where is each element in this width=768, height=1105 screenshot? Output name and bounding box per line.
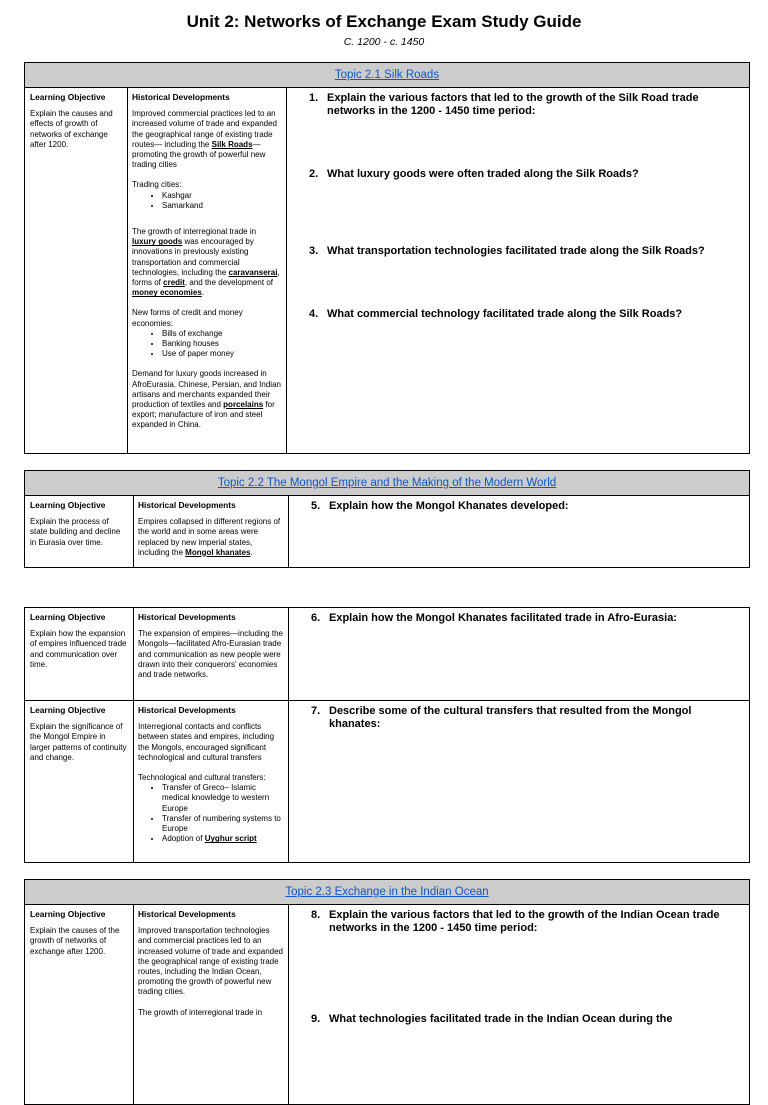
learning-objective-heading: Learning Objective	[30, 705, 106, 715]
questions-cell[interactable]	[289, 608, 750, 701]
list-item: • Kashgar	[162, 191, 282, 201]
historical-developments-cell	[134, 905, 289, 1105]
development-paragraph: Demand for luxury goods increased in AfroEurasia. Chinese, Persian, and Indian artisans and merchants expanded their production of textiles and porcelains for export; manufacture of iron and steel expanded in China.	[132, 369, 281, 430]
questions-cell[interactable]	[287, 88, 750, 454]
historical-developments-cell	[134, 701, 289, 863]
list-item: • Samarkand	[162, 201, 282, 211]
learning-objective-text: Explain the significance of the Mongol Empire in larger patterns of continuity and change.	[30, 722, 127, 762]
questions-cell[interactable]	[289, 496, 750, 568]
learning-objective-heading: Learning Objective	[30, 92, 106, 102]
development-paragraph: Interregional contacts and conflicts between states and empires, including the Mongols, encouraged significant technological and cultural transfers	[138, 722, 275, 762]
learning-objective-text: Explain the causes of the growth of networks of exchange after 1200.	[30, 926, 120, 956]
learning-objective-cell	[25, 496, 134, 568]
list-item: • Transfer of numbering systems to Europe	[162, 814, 284, 834]
historical-developments-cell	[134, 496, 289, 568]
learning-objective-heading: Learning Objective	[30, 612, 106, 622]
topic-2-1-link[interactable]: Topic 2.1 Silk Roads	[334, 69, 440, 81]
historical-developments-heading: Historical Developments	[138, 500, 236, 510]
questions-cell[interactable]	[289, 701, 750, 863]
development-paragraph: Improved transportation technologies and commercial practices led to an increased volume of trade and expanded the geographical range of existing trade routes, including the Indian Ocean, promoting the growth of powerful new trading cities.	[138, 926, 283, 997]
keyword: porcelains	[223, 400, 264, 410]
topic-2-3-header	[25, 880, 750, 905]
transfers-label: Technological and cultural transfers:	[138, 773, 266, 783]
question-5: 5. Explain how the Mongol Khanates developed:	[311, 500, 569, 512]
historical-developments-heading: Historical Developments	[138, 909, 236, 919]
learning-objective-heading: Learning Objective	[30, 909, 106, 919]
topic-2-3-table	[24, 879, 750, 1105]
list-item: • Banking houses	[162, 339, 282, 349]
historical-developments-heading: Historical Developments	[138, 612, 236, 622]
keyword: Mongol khanates	[185, 547, 251, 557]
learning-objective-heading: Learning Objective	[30, 500, 106, 510]
list-item: • Transfer of Greco– Islamic medical knowledge to western Europe	[162, 783, 284, 814]
topic-2-3-link[interactable]: Topic 2.3 Exchange in the Indian Ocean	[285, 886, 489, 898]
question-3: 3. What transportation technologies facilitated trade along the Silk Roads?	[309, 245, 705, 257]
development-paragraph: The growth of interregional trade in luxury goods was encouraged by innovations in previously existing transportation and commercial technologies, including the caravanserai, forms of credit, and the development of money economies.	[132, 227, 280, 298]
keyword: Silk Roads	[211, 139, 253, 149]
trading-cities-list	[132, 191, 282, 211]
page-title: Unit 2: Networks of Exchange Exam Study Guide	[186, 12, 582, 31]
list-item: • Bills of exchange	[162, 329, 282, 339]
topic-2-1-table	[24, 62, 750, 454]
historical-developments-cell	[134, 608, 289, 701]
keyword: credit	[163, 278, 185, 288]
historical-developments-heading: Historical Developments	[138, 705, 236, 715]
keyword: luxury goods	[132, 237, 183, 247]
development-paragraph: The expansion of empires—including the Mongols—facilitated Afro-Eurasian trade and communication as new people were drawn into their conquerors' economies and trade networks.	[138, 629, 283, 680]
development-paragraph: Improved commercial practices led to an increased volume of trade and expanded the geographical range of existing trade routes— including the Silk Roads—promoting the growth of powerful new trading cities	[132, 109, 277, 170]
learning-objective-cell	[25, 701, 134, 863]
historical-developments-cell	[128, 88, 287, 454]
learning-objective-cell	[25, 608, 134, 701]
question-8: 8. Explain the various factors that led to the growth of the Indian Ocean trade networks in the 1200 - 1450 time period:	[311, 909, 720, 934]
questions-cell[interactable]	[289, 905, 750, 1105]
topic-2-2-table	[24, 470, 750, 568]
trading-cities-label: Trading cities:	[132, 180, 182, 190]
page-subtitle: C. 1200 - c. 1450	[343, 36, 425, 48]
topic-2-2-continued-table	[24, 607, 750, 863]
credit-list	[132, 329, 282, 360]
learning-objective-cell	[25, 88, 128, 454]
credit-label: New forms of credit and money economies:	[132, 308, 243, 328]
keyword: money economies	[132, 288, 202, 298]
topic-2-2-link[interactable]: Topic 2.2 The Mongol Empire and the Making of the Modern World	[217, 477, 557, 489]
list-item: • Use of paper money	[162, 349, 282, 359]
keyword: Uyghur script	[204, 834, 257, 844]
learning-objective-text: Explain the causes and effects of growth of networks of exchange after 1200.	[30, 109, 113, 149]
topic-2-1-header	[25, 63, 750, 88]
development-paragraph: The growth of interregional trade in	[138, 1007, 263, 1017]
keyword: caravanserai	[228, 267, 278, 277]
historical-developments-heading: Historical Developments	[132, 92, 230, 102]
question-4: 4. What commercial technology facilitated trade along the Silk Roads?	[309, 308, 683, 320]
development-paragraph: Empires collapsed in different regions of the world and in some areas were replaced by new imperial states, including the Mongol khanates.	[138, 517, 281, 557]
learning-objective-text: Explain the process of state building and decline in Eurasia over time.	[30, 517, 121, 547]
learning-objective-text: Explain how the expansion of empires influenced trade and communication over time.	[30, 629, 127, 669]
question-9: 9. What technologies facilitated trade in the Indian Ocean during the	[311, 1013, 673, 1025]
topic-2-2-header	[25, 471, 750, 496]
question-1: 1. Explain the various factors that led to the growth of the Silk Road trade networks in the 1200 - 1450 time period:	[309, 92, 699, 117]
learning-objective-cell	[25, 905, 134, 1105]
question-6: 6. Explain how the Mongol Khanates facilitated trade in Afro-Eurasia:	[311, 612, 677, 624]
list-item: • Adoption of Uyghur script	[162, 834, 284, 844]
question-2: 2. What luxury goods were often traded along the Silk Roads?	[309, 168, 639, 180]
transfers-list	[138, 783, 284, 844]
question-7: 7. Describe some of the cultural transfers that resulted from the Mongol khanates:	[311, 705, 692, 730]
